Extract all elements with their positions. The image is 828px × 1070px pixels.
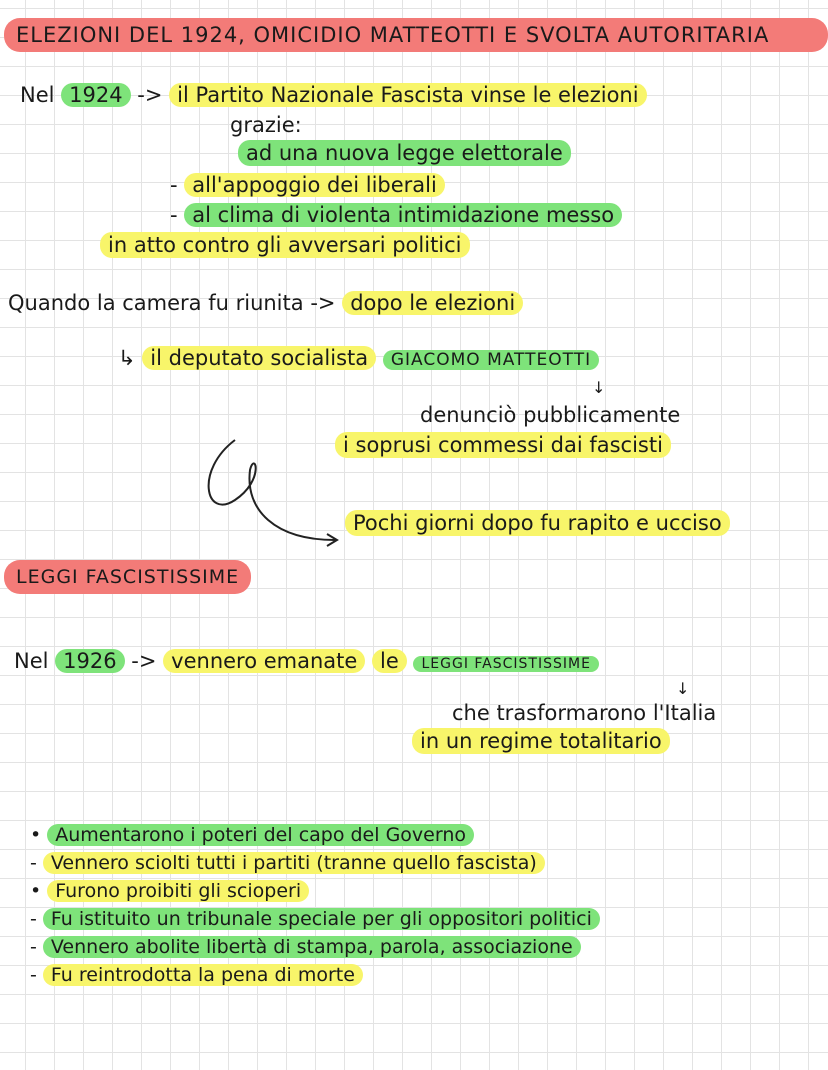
grazie-label: grazie: — [230, 113, 302, 137]
soprusi-text: i soprusi commessi dai fascisti — [335, 432, 671, 458]
item-clima: al clima di violenta intimidazione messo — [184, 203, 622, 227]
denuncio-text: denunciò pubblicamente — [420, 403, 681, 427]
bullet-5: - Vennero abolite libertà di stampa, parola, associazione — [30, 934, 581, 960]
arrow: -> — [131, 649, 157, 673]
item-clima-row: - al clima di violenta intimidazione messo — [170, 202, 622, 228]
item-clima-cont: in atto contro gli avversari politici — [100, 232, 470, 258]
section-title-2: LEGGI FASCISTISSIME — [4, 560, 251, 594]
leggi-fascistissime: LEGGI FASCISTISSIME — [413, 656, 598, 672]
pnf-text: il Partito Nazionale Fascista vinse le elezioni — [169, 83, 646, 107]
item-liberali: all'appoggio dei liberali — [184, 173, 445, 197]
quando-text: Quando la camera fu riunita — [8, 291, 304, 315]
quando-row — [8, 290, 523, 316]
bullet-text: Aumentarono i poteri del capo del Governo — [47, 824, 474, 846]
curved-arrow-icon — [195, 430, 345, 550]
bullet-text: Vennero sciolti tutti i partiti (tranne quello fascista) — [43, 852, 545, 874]
bullet-3: • Furono proibiti gli scioperi — [30, 878, 309, 904]
bullet-text: Vennero abolite libertà di stampa, parola, associazione — [43, 936, 581, 958]
le-text: le — [372, 649, 407, 673]
bullet-1: • Aumentarono i poteri del capo del Governo — [30, 822, 474, 848]
bullet-text: Fu istituito un tribunale speciale per gli oppositori politici — [43, 908, 600, 930]
bullet-6: - Fu reintrodotta la pena di morte — [30, 962, 363, 988]
nel-label: Nel — [20, 83, 55, 107]
nel-label: Nel — [14, 649, 49, 673]
bullet-4: - Fu istituito un tribunale speciale per gli oppositori politici — [30, 906, 600, 932]
down-arrow-icon: ↓ — [592, 378, 606, 397]
line-1926 — [14, 648, 599, 677]
line-1924 — [20, 82, 647, 108]
vennero-text: vennero emanate — [163, 649, 365, 673]
dopo-text: dopo le elezioni — [342, 291, 523, 315]
item-legge: ad una nuova legge elettorale — [238, 140, 571, 166]
pochi-giorni-text: Pochi giorni dopo fu rapito e ucciso — [345, 510, 730, 536]
matteotti-name: GIACOMO MATTEOTTI — [383, 350, 599, 370]
bullet-2: - Vennero sciolti tutti i partiti (tranne quello fascista) — [30, 850, 545, 876]
bullet-text: Furono proibiti gli scioperi — [47, 880, 309, 902]
trasformarono-text: che trasformarono l'Italia — [452, 701, 717, 725]
arrow: -> — [310, 291, 336, 315]
deputato-row — [118, 345, 599, 373]
item-liberali-row: - all'appoggio dei liberali — [170, 172, 445, 198]
year-1924: 1924 — [61, 83, 130, 107]
deputato-text: il deputato socialista — [142, 346, 376, 370]
down-arrow-icon-2: ↓ — [676, 679, 690, 698]
arrow: -> — [137, 83, 163, 107]
section-title-1: ELEZIONI DEL 1924, OMICIDIO MATTEOTTI E SVOLTA AUTORITARIA — [4, 18, 828, 52]
corner-arrow-icon: ↳ — [118, 346, 136, 370]
bullet-text: Fu reintrodotta la pena di morte — [43, 964, 363, 986]
regime-text: in un regime totalitario — [412, 728, 670, 754]
year-1926: 1926 — [55, 649, 124, 673]
